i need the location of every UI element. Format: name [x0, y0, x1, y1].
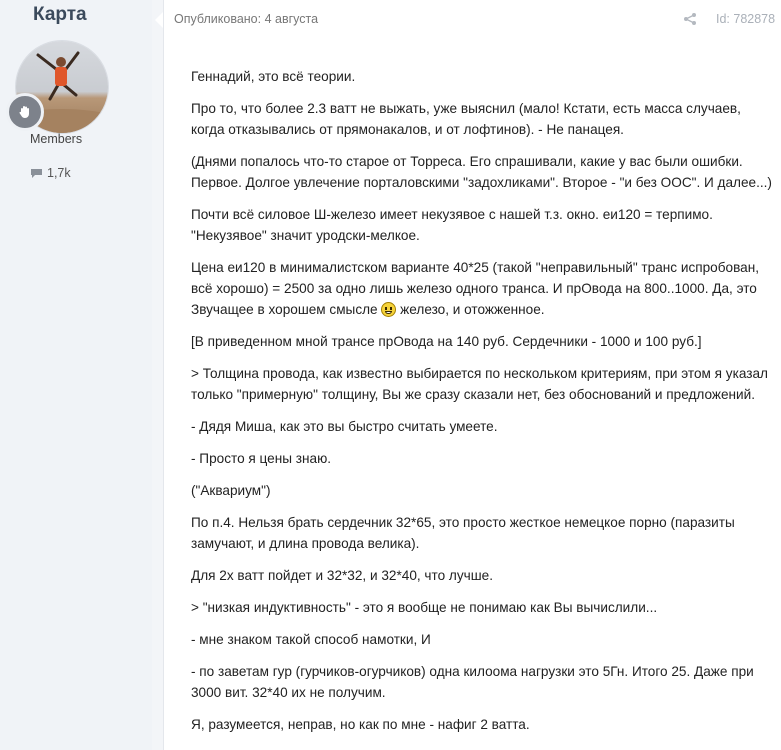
- post-paragraph: - Дядя Миша, как это вы быстро считать умеете.: [191, 419, 498, 434]
- comment-bubble-icon: [30, 168, 43, 179]
- price-text-after: железо, и отожженное.: [396, 302, 545, 317]
- post-paragraph: (Днями попалось что-то старое от Торреса. Его спрашивали, какие у вас были ошибки. Первое. Долгое увлечение порталовскими "задохликами". Второе - "и без ООС". И далее...): [191, 154, 772, 190]
- member-group: Members: [30, 132, 83, 146]
- post-paragraph-price: [191, 257, 776, 320]
- post-body: [191, 66, 776, 746]
- hand-badge-icon: [6, 93, 44, 131]
- post-paragraph: Геннадий, это всё теории.: [191, 69, 356, 84]
- author-sidebar: [0, 0, 152, 750]
- post-paragraph: > "низкая индуктивность" - это я вообще не понимаю как Вы вычислили...: [191, 600, 658, 615]
- post-paragraph: - по заветам гур (гурчиков-огурчиков) одна килоома нагрузки это 5Гн. Итого 25. Даже при 3000 вит. 32*40 их не получим.: [191, 664, 754, 700]
- post-paragraph: Я, разумеется, неправ, но как по мне - нафиг 2 ватта.: [191, 717, 530, 732]
- post: [163, 0, 781, 750]
- post-paragraph: [В приведенном мной трансе прОвода на 140 руб. Сердечники - 1000 и 100 руб.]: [191, 334, 702, 349]
- price-text-before: Цена еи120 в минималистском варианте 40*25 (такой "неправильный" транс испробован, всё хорошо) = 2500 за одно лишь железо одного транса. И прОвода на 800..1000. Да, это Звучащее в хорошем смысле: [191, 260, 759, 317]
- post-header: [164, 0, 781, 38]
- post-paragraph: ("Аквариум"): [191, 483, 271, 498]
- post-paragraph: Почти всё силовое Ш-железо имеет некузявое с нашей т.з. окно. еи120 = терпимо. "Некузявое" значит уродски-мелкое.: [191, 207, 713, 243]
- author-name[interactable]: Карта: [33, 4, 87, 25]
- reputation-value: 1,7k: [47, 166, 71, 180]
- share-icon[interactable]: [683, 12, 697, 26]
- post-paragraph: - Просто я цены знаю.: [191, 451, 332, 466]
- smiley-icon: [381, 302, 396, 317]
- post-id[interactable]: Id: 782878: [716, 12, 776, 26]
- post-paragraph: - мне знаком такой способ намотки, И: [191, 632, 431, 647]
- reputation-count: [30, 166, 71, 180]
- post-date: Опубликовано: 4 августа: [174, 12, 319, 26]
- post-paragraph: Про то, что более 2.3 ватт не выжать, уже выяснил (мало! Кстати, есть масса случаев, когда отказывались от прямонакалов, и от лофтинов). - Не панацея.: [191, 101, 741, 137]
- post-paragraph: > Толщина провода, как известно выбирается по нескольком критериям, при этом я указал только "примерную" толщину, Вы же сразу сказали нет, без обоснований и предложений.: [191, 366, 768, 402]
- post-paragraph: По п.4. Нельзя брать сердечник 32*65, это просто жесткое немецкое порно (паразиты замучают, и длина провода велика).: [191, 515, 735, 551]
- post-paragraph: Для 2х ватт пойдет и 32*32, и 32*40, что лучше.: [191, 568, 493, 583]
